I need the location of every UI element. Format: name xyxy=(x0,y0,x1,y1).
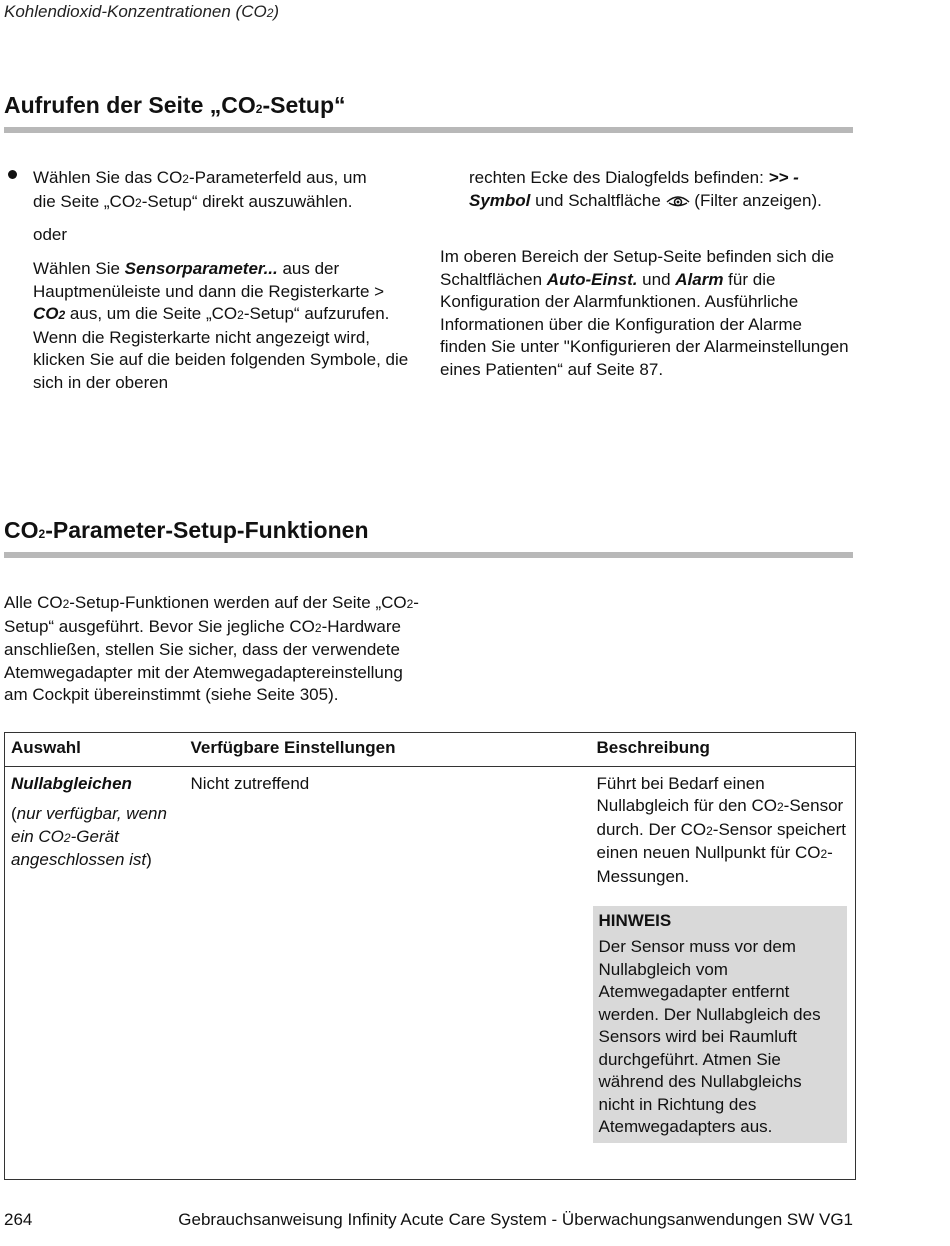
cell-auswahl xyxy=(5,766,185,1180)
hinweis-title: HINWEIS xyxy=(598,911,672,930)
column-header-beschreibung: Beschreibung xyxy=(591,733,856,767)
intro-paragraph: Alle CO2-Setup-Funktionen werden auf der Seite „CO2-Setup“ ausgeführt. Bevor Sie jegliche CO2-Hardware anschließen, stellen Sie sicher, dass der verwendete Atemwegadapter mit der Atemwegadaptereinstellung am Cockpit übereinstimmt (siehe Seite 305). xyxy=(4,593,419,704)
footer-title: Gebrauchsanweisung Infinity Acute Care System - Überwachungsanwendungen SW VG1 xyxy=(178,1210,853,1229)
availability-note: (nur verfügbar, wenn ein CO2-Gerät angeschlossen ist) xyxy=(11,804,167,869)
symbol-paragraph: rechten Ecke des Dialogfelds befinden: >> - Symbol und Schaltfläche (Filter anzeigen). xyxy=(469,168,822,210)
bullet-icon xyxy=(8,170,17,179)
option-name: Nullabgleichen xyxy=(11,773,132,793)
cell-beschreibung xyxy=(591,766,856,1180)
hinweis-text: Der Sensor muss vor dem Nullabgleich vom Atemwegadapter entfernt werden. Der Nullabgleich des Sensors wird bei Raumluft durchgeführt. Atmen Sie während des Nullabgleichs nicht in Richtung des Atemwegadapters aus. xyxy=(598,937,821,1136)
running-head-text: Kohlendioxid-Konzentrationen (CO xyxy=(4,2,267,21)
bullet-paragraph: Wählen Sie das CO2-Parameterfeld aus, um die Seite „CO2-Setup“ direkt auszuwählen. xyxy=(33,168,367,211)
running-head xyxy=(4,2,279,22)
heading-subscript: 2 xyxy=(255,102,263,116)
running-head-text-end: ) xyxy=(273,2,280,21)
column-header-einstellungen: Verfügbare Einstellungen xyxy=(185,733,591,767)
table-header-row xyxy=(5,733,856,767)
oder-text: oder xyxy=(33,225,68,244)
eye-icon xyxy=(666,193,690,209)
sensor-paragraph: Wählen Sie Sensorparameter... aus der Hauptmenüleiste und dann die Registerkarte > CO2 aus, um die Seite „CO2-Setup“ aufzurufen. Wenn die Registerkarte nicht angezeigt wird, klicken Sie auf die beiden folgenden Symbole, die sich in der oberen xyxy=(33,259,409,392)
heading-rule xyxy=(4,127,853,133)
symbol-label: >> - Symbol xyxy=(469,168,799,210)
heading-text: Aufrufen der Seite „CO xyxy=(4,92,256,118)
column-header-auswahl: Auswahl xyxy=(5,733,185,767)
setup-page-paragraph: Im oberen Bereich der Setup-Seite befinden sich die Schaltflächen Auto-Einst. und Alarm für die Konfiguration der Alarmfunktionen. Ausführliche Informationen über die Konfiguration der Alarme finden Sie unter "Konfigurieren der Alarmeinstellungen eines Patienten“ auf Seite 87. xyxy=(440,247,849,379)
alarm-label: Alarm xyxy=(675,269,724,289)
page-number: 264 xyxy=(4,1210,33,1229)
setup-functions-table xyxy=(4,732,856,1180)
section-heading-co2-setup xyxy=(4,92,346,119)
auto-einst-label: Auto-Einst. xyxy=(546,269,638,289)
table-row xyxy=(5,766,856,1180)
heading-rule xyxy=(4,552,853,558)
tab-co2-label: CO2 xyxy=(33,304,66,323)
cell-einstellungen: Nicht zutreffend xyxy=(190,773,310,793)
running-head-subscript: 2 xyxy=(266,6,274,20)
section-heading-co2-parameter-setup: CO2-Parameter-Setup-Funktionen xyxy=(4,517,369,543)
hinweis-box xyxy=(593,906,847,1143)
description-text: Führt bei Bedarf einen Nullabgleich für den CO2-Sensor durch. Der CO2-Sensor speichert einen neuen Nullpunkt für CO2-Messungen. xyxy=(596,773,847,886)
heading-text-end: -Setup“ xyxy=(262,92,346,118)
menu-sensorparameter: Sensorparameter... xyxy=(124,259,278,278)
